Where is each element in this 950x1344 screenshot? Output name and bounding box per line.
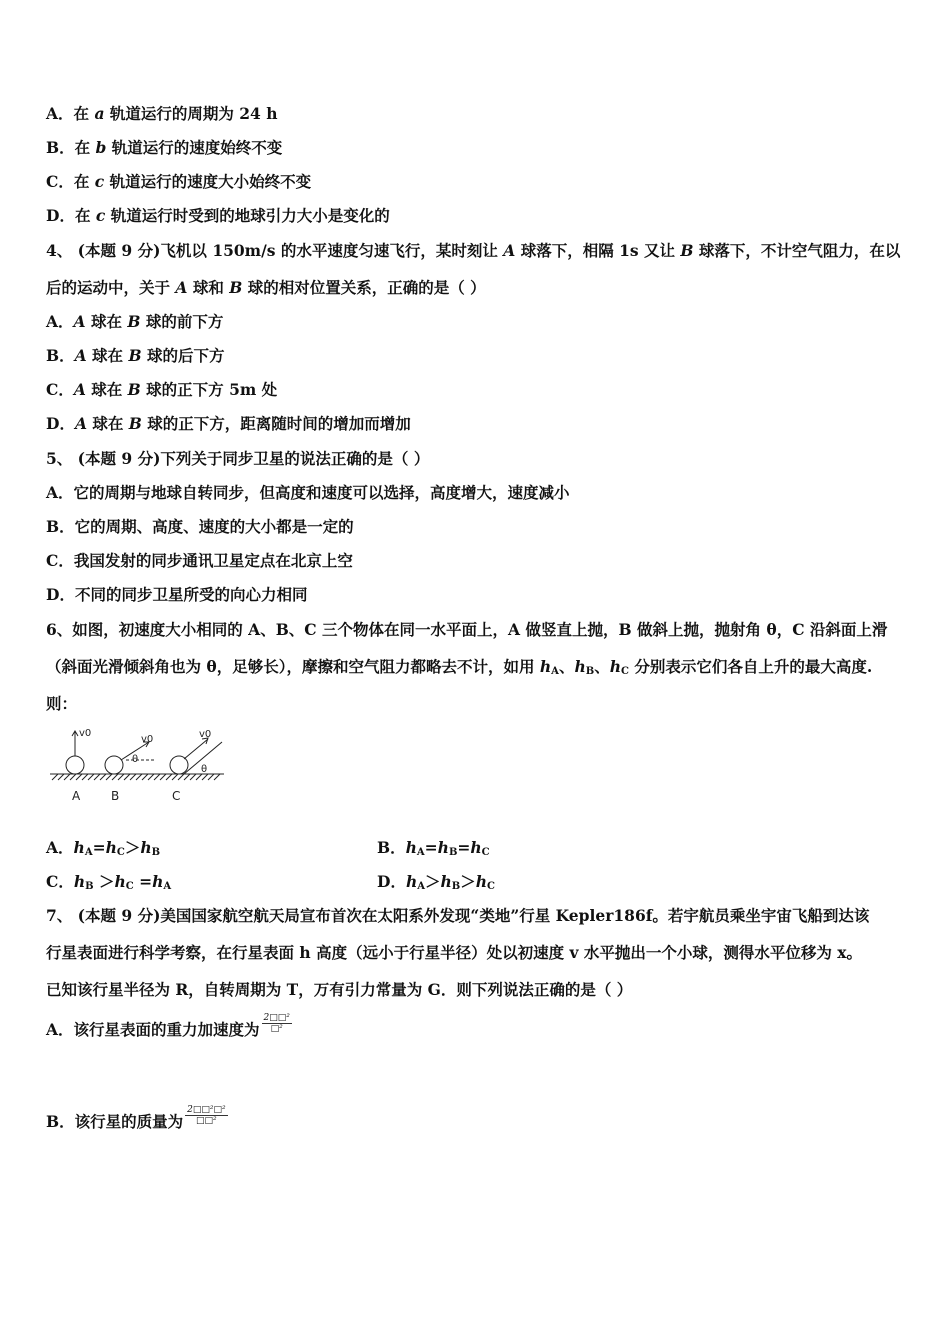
q6-option-d[interactable]: D．$h_A>h_B>h_C$ <box>377 872 496 892</box>
q4-option-b[interactable]: B．A 球在 B 球的后下方 <box>46 346 225 365</box>
q3-option-a[interactable]: A．在 a 轨道运行的周期为 24 h <box>46 104 278 123</box>
label-v0-a: v0 <box>79 728 92 739</box>
ball-a <box>66 756 84 774</box>
label-b: B <box>111 789 120 803</box>
q6-stem-line1: 6、如图，初速度大小相同的 A、B、C 三个物体在同一水平面上，A 做竖直上抛，B 做斜上抛，抛射角 θ，C 沿斜面上滑 <box>46 620 888 639</box>
label-a: A <box>72 789 81 803</box>
q6-option-b[interactable]: B．$h_A=h_B=h_C$ <box>377 838 490 858</box>
q4-option-a[interactable]: A．A 球在 B 球的前下方 <box>46 312 224 331</box>
formula-a: $\frac{\text{2□□²}}{\text{□²}}$ <box>263 1012 290 1034</box>
q3-option-b[interactable]: B．在 b 轨道运行的速度始终不变 <box>46 138 283 157</box>
q7-stem-line3: 已知该行星半径为 R，自转周期为 T，万有引力常量为 G．则下列说法正确的是（ ） <box>46 980 633 999</box>
ball-c-velocity-arrow <box>184 739 208 759</box>
label-theta-b: θ <box>132 754 139 765</box>
label-c: C <box>172 789 181 803</box>
ball-c <box>170 756 188 774</box>
q3-option-c[interactable]: C．在 c 轨道运行的速度大小始终不变 <box>46 172 312 191</box>
q6-stem-line3: 则： <box>46 694 78 713</box>
ground-hatching <box>52 774 220 780</box>
q6-option-c[interactable]: C．$h_B >h_C =h_A$ <box>46 872 172 892</box>
q5-option-c[interactable]: C．我国发射的同步通讯卫星定点在北京上空 <box>46 551 353 570</box>
q5-option-d[interactable]: D．不同的同步卫星所受的向心力相同 <box>46 585 308 604</box>
label-theta-c: θ <box>201 764 208 775</box>
q7-option-b[interactable]: B．该行星的质量为 $\frac{\text{2□□²□²}}{\text{□□²}}$ <box>46 1104 226 1131</box>
label-v0-b: v0 <box>141 734 154 745</box>
q4-option-c[interactable]: C．A 球在 B 球的正下方 5m 处 <box>46 380 278 399</box>
q3-option-d[interactable]: D．在 c 轨道运行时受到的地球引力大小是变化的 <box>46 206 390 225</box>
q5-option-a[interactable]: A．它的周期与地球自转同步，但高度和速度可以选择，高度增大，速度减小 <box>46 483 570 502</box>
q7-option-a[interactable]: A．该行星表面的重力加速度为 $\frac{\text{2□□²}}{\text{□²}}$ <box>46 1012 290 1039</box>
q7-stem-line2: 行星表面进行科学考察，在行星表面 h 高度（远小于行星半径）处以初速度 v 水平抛出一个小球，测得水平位移为 x。 <box>46 943 863 962</box>
ball-b <box>105 756 123 774</box>
q6-figure <box>46 722 226 808</box>
q6-option-a[interactable]: A．$h_A=h_C>h_B$ <box>46 838 161 858</box>
q4-option-d[interactable]: D．A 球在 B 球的正下方，距离随时间的增加而增加 <box>46 414 411 433</box>
label-v0-c: v0 <box>199 729 212 740</box>
q6-stem-line2: （斜面光滑倾斜角也为 θ，足够长），摩擦和空气阻力都略去不计，如用 $h_A$、$h_B$、$h_C$ 分别表示它们各自上升的最大高度. <box>46 657 873 677</box>
q5-stem: 5、 (本题 9 分)下列关于同步卫星的说法正确的是（ ） <box>46 449 430 468</box>
q4-stem-line1: 4、 (本题 9 分)飞机以 150m/s 的水平速度匀速飞行，某时刻让 A 球落下，相隔 1s 又让 B 球落下，不计空气阻力，在以 <box>46 241 901 260</box>
formula-b: $\frac{\text{2□□²□²}}{\text{□□²}}$ <box>187 1104 226 1126</box>
q4-stem-line2: 后的运动中，关于 A 球和 B 球的相对位置关系，正确的是（ ） <box>46 278 486 297</box>
q5-option-b[interactable]: B．它的周期、高度、速度的大小都是一定的 <box>46 517 354 536</box>
q7-stem-line1: 7、 (本题 9 分)美国国家航空航天局宣布首次在太阳系外发现“类地”行星 Kepler186f。若宇航员乘坐宇宙飞船到达该 <box>46 906 870 925</box>
